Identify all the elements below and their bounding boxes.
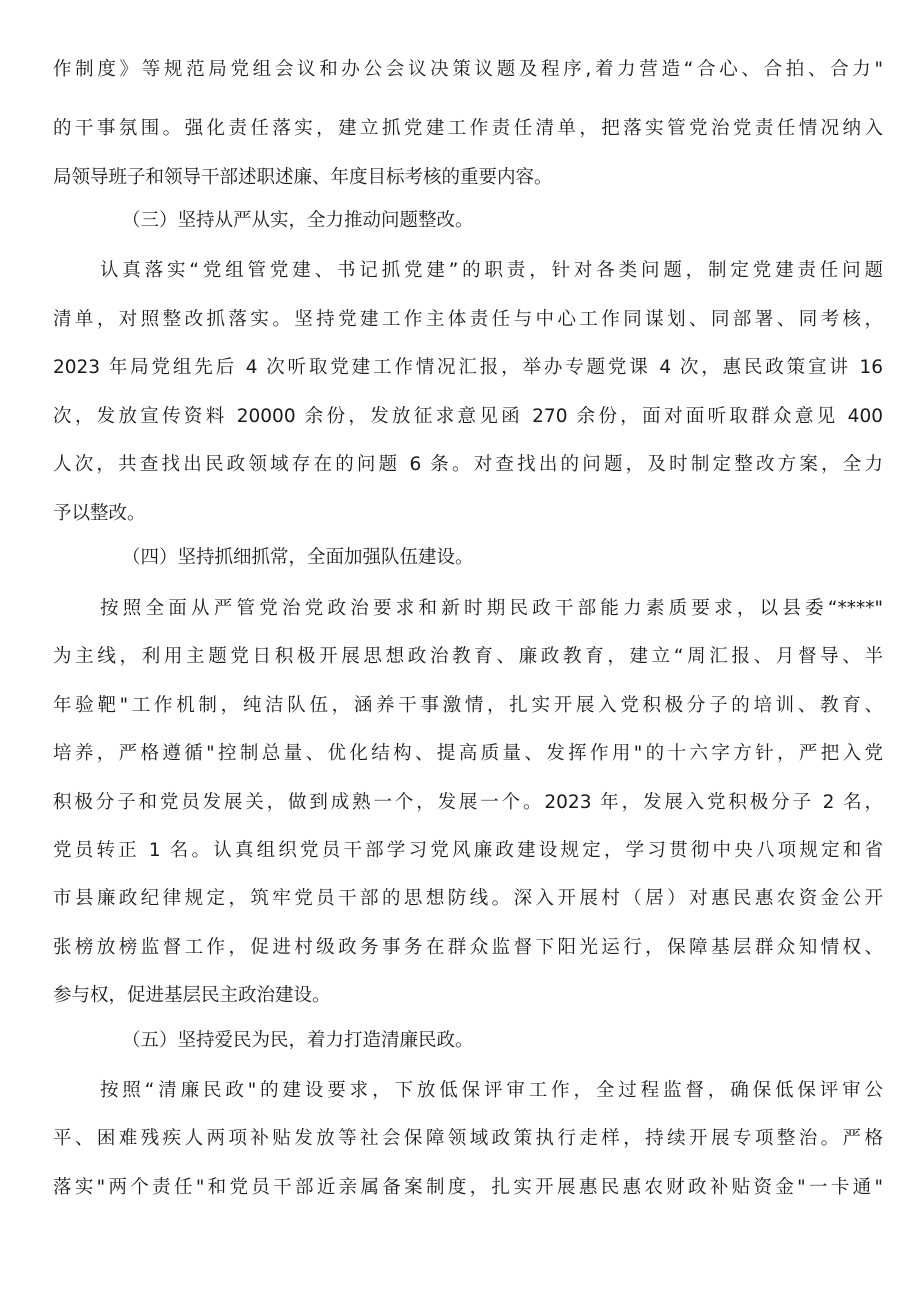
paragraph-line: 2023 年局党组先后 4 次听取党建工作情况汇报，举办专题党课 4 次，惠民政策宣讲 16: [53, 357, 883, 378]
paragraph-line: 参与权，促进基层民主政治建设。: [53, 985, 331, 1006]
paragraph-line: 积极分子和党员发展关，做到成熟一个，发展一个。2023 年，发展入党积极分子 2 名，: [53, 792, 883, 813]
paragraph-line: 次，发放宣传资料 20000 余份，发放征求意见函 270 余份，面对面听取群众意见 400: [53, 406, 883, 427]
paragraph-line: 平、困难残疾人两项补贴发放等社会保障领域政策执行走样，持续开展专项整治。严格: [53, 1128, 883, 1149]
section-heading-3: （三）坚持从严从实，全力推动问题整改。: [122, 210, 474, 231]
paragraph-line: 按照全面从严管党治党政治要求和新时期民政干部能力素质要求，以县委“****": [100, 598, 883, 619]
paragraph-line: 按照“清廉民政"的建设要求，下放低保评审工作，全过程监督，确保低保评审公: [100, 1080, 883, 1101]
paragraph-line: 落实"两个责任"和党员干部近亲属备案制度，扎实开展惠民惠农财政补贴资金"一卡通": [53, 1177, 883, 1198]
paragraph-line: 市县廉政纪律规定，筑牢党员干部的思想防线。深入开展村（居）对惠民惠农资金公开: [53, 888, 883, 909]
section-heading-5: （五）坚持爱民为民，着力打造清廉民政。: [122, 1030, 474, 1051]
paragraph-line: 培养，严格遵循"控制总量、优化结构、提高质量、发挥作用"的十六字方针，严把入党: [53, 743, 883, 764]
paragraph-line: 局领导班子和领导干部述职述廉、年度目标考核的重要内容。: [53, 167, 553, 188]
paragraph-line: 的干事氛围。强化责任落实，建立抓党建工作责任清单，把落实管党治党责任情况纳入: [53, 118, 883, 139]
paragraph-line: 人次，共查找出民政领域存在的问题 6 条。对查找出的问题，及时制定整改方案，全力: [53, 454, 883, 475]
paragraph-line: 张榜放榜监督工作，促进村级政务事务在群众监督下阳光运行，保障基层群众知情权、: [53, 937, 883, 958]
paragraph-line: 认真落实“党组管党建、书记抓党建”的职责，针对各类问题，制定党建责任问题: [100, 260, 883, 281]
section-heading-4: （四）坚持抓细抓常，全面加强队伍建设。: [122, 547, 474, 568]
paragraph-line: 党员转正 1 名。认真组织党员干部学习党风廉政建设规定，学习贯彻中央八项规定和省: [53, 840, 883, 861]
paragraph-line: 年验靶"工作机制，纯洁队伍，涵养干事激情，扎实开展入党积极分子的培训、教育、: [53, 695, 883, 716]
paragraph-line: 清单，对照整改抓落实。坚持党建工作主体责任与中心工作同谋划、同部署、同考核，: [53, 309, 883, 330]
paragraph-line: 予以整改。: [53, 503, 146, 524]
paragraph-line: 作制度》等规范局党组会议和办公会议决策议题及程序,着力营造“合心、合拍、合力": [53, 59, 883, 80]
paragraph-line: 为主线，利用主题党日积极开展思想政治教育、廉政教育，建立“周汇报、月督导、半: [53, 646, 883, 667]
